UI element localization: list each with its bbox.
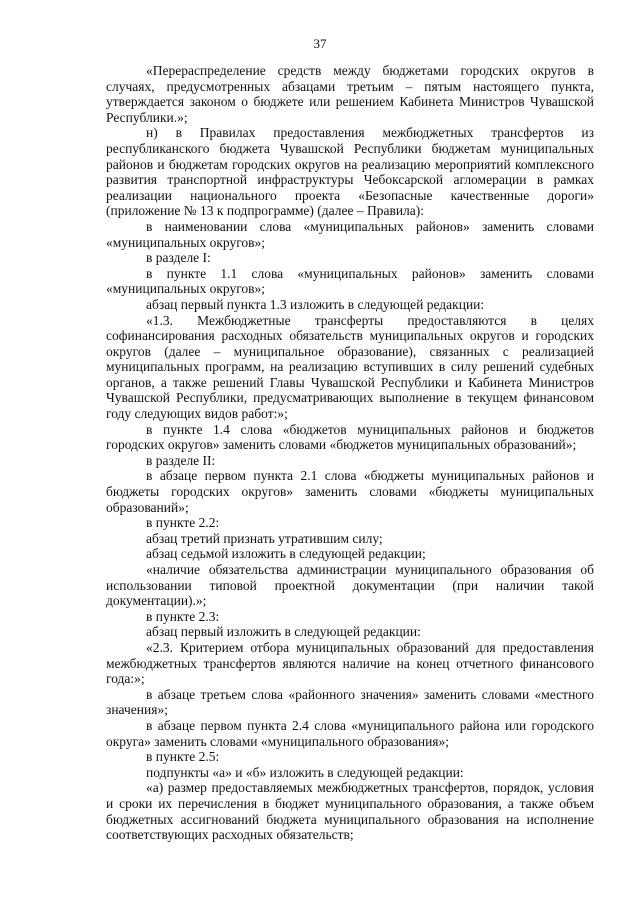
paragraph: в пункте 2.5: xyxy=(146,749,220,765)
paragraph: в пункте 1.4 слова «бюджетов муниципальных районов и бюджетов городских округов» заменить словами «бюджетов муниципальных образований»; xyxy=(106,421,594,453)
paragraph: абзац седьмой изложить в следующей редакции; xyxy=(146,546,426,562)
paragraph: в пункте 1.1 слова «муниципальных районов» заменить словами «муниципальных округов»; xyxy=(106,265,594,297)
paragraph: в наименовании слова «муниципальных районов» заменить словами «муниципальных округов»; xyxy=(106,218,594,250)
paragraph: «наличие обязательства администрации муниципального образования об использовании типовой проектной документации (при наличии такой документации).»; xyxy=(106,562,594,609)
paragraph: абзац третий признать утратившим силу; xyxy=(146,530,383,546)
paragraph: абзац первый пункта 1.3 изложить в следующей редакции: xyxy=(146,296,485,312)
paragraph: в абзаце первом пункта 2.4 слова «муниципального района или городского округа» заменить словами «муниципального образования»; xyxy=(106,717,594,749)
paragraph: «а) размер предоставляемых межбюджетных трансфертов, порядок, условия и сроки их перечисления в бюджет муниципального образования, а также объем бюджетных ассигнований бюджета муниципального образования на исполнение соответствующих расходных обязательств; xyxy=(106,780,594,843)
paragraph: в разделе II: xyxy=(146,452,216,468)
page-number: 37 xyxy=(313,36,327,51)
paragraph: подпункты «а» и «б» изложить в следующей редакции: xyxy=(146,764,464,780)
paragraph: «2.3. Критерием отбора муниципальных образований для предоставления межбюджетных трансфертов являются наличие на конец отчетного финансового года:»; xyxy=(106,639,594,687)
paragraph: в абзаце первом пункта 2.1 слова «бюджеты муниципальных районов и бюджеты городских округов» заменить словами «бюджеты муниципальных образований»; xyxy=(106,468,594,515)
paragraph: в пункте 2.2: xyxy=(146,515,220,531)
paragraph: н) в Правилах предоставления межбюджетных трансфертов из республиканского бюджета Чувашской Республики бюджетам муниципальных районов и бюджетам городских округов на реализацию мероприятий комплексного развития транспортной инфраструктуры Чебоксарской агломерации в рамках реализации национального проекта «Безопасные качественные дороги» (приложение № 13 к подпрограмме) (далее – Правила): xyxy=(106,125,594,219)
paragraph: абзац первый изложить в следующей редакции: xyxy=(146,624,421,640)
paragraph: «1.3. Межбюджетные трансферты предоставляются в целях софинансирования расходных обязательств муниципальных округов и городских округов (далее – муниципальное образование), связанных с реализацией муниципальных программ, на реализацию вступивших в силу решений судебных органов, а также решений Главы Чувашской Республики и Кабинета Министров Чувашской Республики, предусматривающих выполнение в текущем финансовом году следующих видов работ:»; xyxy=(106,312,594,422)
paragraph: в разделе I: xyxy=(146,250,211,266)
paragraph: в пункте 2.3: xyxy=(146,608,220,624)
paragraph: в абзаце третьем слова «районного значения» заменить словами «местного значения»; xyxy=(106,686,594,718)
document-body xyxy=(106,63,594,843)
paragraph: «Перераспределение средств между бюджетами городских округов в случаях, предусмотренных абзацами третьим – пятым настоящего пункта, утверждается законом о бюджете или решением Кабинета Министров Чувашской Республики.»; xyxy=(106,63,594,125)
